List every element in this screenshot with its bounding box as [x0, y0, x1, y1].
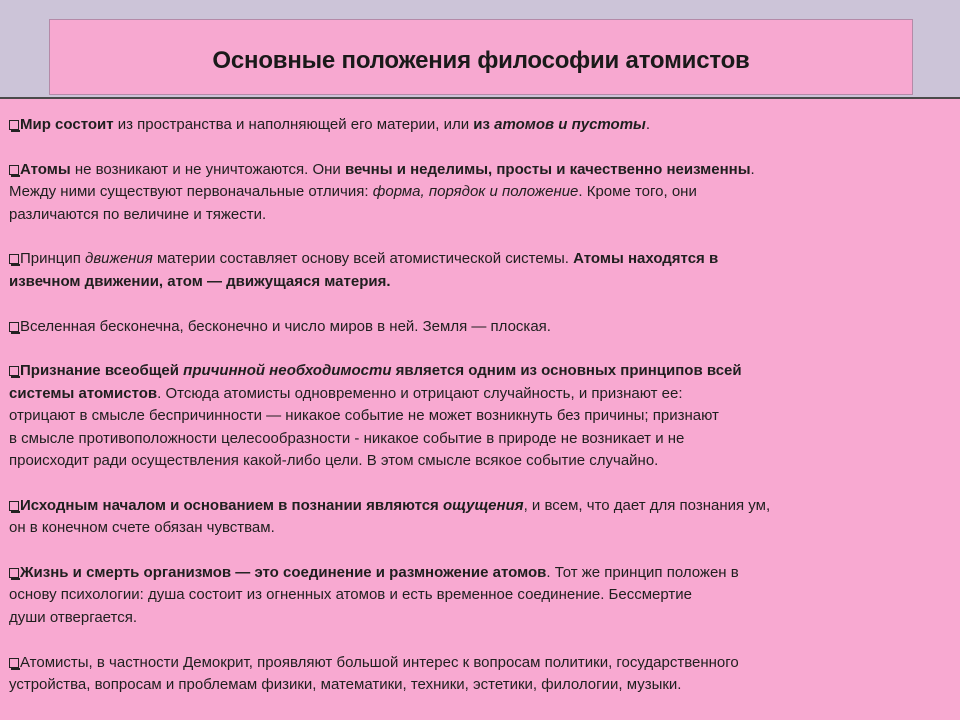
text-segment: из	[473, 116, 495, 133]
text-segment: отрицают в смысле беспричинности — никакое событие не может возникнуть без причины; признают	[9, 407, 719, 425]
text-segment: из пространства и наполняющей его материи, или	[113, 116, 474, 133]
text-segment	[494, 116, 646, 133]
text-line	[9, 316, 960, 338]
checkbox-bullet-icon	[9, 366, 19, 376]
text-segment: Вселенная бесконечна, бесконечно и число миров в ней. Земля — плоская.	[20, 317, 551, 335]
text-segment: не возникают и не уничтожаются. Они	[70, 160, 345, 178]
bullet-paragraph	[9, 114, 960, 136]
text-line	[9, 271, 960, 293]
text-line	[9, 584, 960, 606]
checkbox-bullet-icon	[9, 501, 19, 511]
text-line	[9, 652, 960, 674]
text-segment	[183, 362, 391, 379]
text-segment: , и всем, что дает для познания ум,	[523, 496, 771, 514]
text-line	[9, 383, 960, 405]
text-segment: форма, порядок и положение	[372, 183, 579, 201]
text-line	[9, 204, 960, 226]
text-line	[9, 248, 960, 270]
text-segment: он в конечном счете обязан чувствам.	[9, 519, 275, 537]
emphasis-text: атомов и пустоты	[494, 116, 646, 133]
text-segment: движения	[85, 250, 153, 268]
text-line	[9, 674, 960, 696]
text-segment: системы атомистов	[9, 384, 158, 402]
bullet-paragraph	[9, 652, 960, 697]
text-segment: основу психологии: душа состоит из огненных атомов и есть временное соединение. Бессмертие	[9, 586, 692, 604]
text-line	[9, 159, 960, 181]
text-line	[9, 495, 960, 517]
text-segment: Атомы	[20, 160, 71, 178]
emphasis-text: ощущения	[442, 496, 524, 514]
bullet-paragraph	[9, 248, 960, 293]
text-segment: Исходным началом и основанием в познании являются	[20, 496, 443, 514]
text-segment: Жизнь и смерть организмов — это соединение и размножение атомов	[20, 564, 547, 582]
checkbox-bullet-icon	[9, 322, 19, 332]
text-segment	[443, 497, 524, 514]
text-segment: в смысле противоположности целесообразности - никакое событие в природе не возникает и не	[9, 429, 685, 447]
checkbox-bullet-icon	[9, 165, 19, 175]
text-segment: .	[750, 160, 755, 178]
bullet-paragraph	[9, 316, 960, 338]
text-segment: Между ними существуют первоначальные отличия:	[9, 183, 373, 201]
checkbox-bullet-icon	[9, 120, 19, 130]
text-line	[9, 428, 960, 450]
text-line	[9, 405, 960, 427]
text-segment: . Тот же принцип положен в	[546, 564, 739, 582]
text-line	[9, 517, 960, 539]
text-segment: Мир состоит	[20, 116, 114, 133]
bullet-paragraph	[9, 360, 960, 472]
checkbox-bullet-icon	[9, 254, 19, 264]
text-segment: Принцип	[20, 250, 86, 268]
text-segment: устройства, вопросам и проблемам физики, математики, техники, эстетики, филологии, музыки.	[9, 676, 682, 694]
text-line	[9, 607, 960, 629]
text-segment: различаются по величине и тяжести.	[9, 205, 267, 223]
text-line	[9, 181, 960, 203]
bullet-paragraph	[9, 159, 960, 226]
title-box	[49, 19, 913, 95]
bullet-paragraph	[9, 495, 960, 540]
text-line	[9, 562, 960, 584]
text-segment: вечны и неделимы, просты и качественно неизменны	[344, 160, 751, 178]
slide-title: Основные положения философии атомистов	[212, 47, 750, 74]
text-segment: извечном движении, атом — движущаяся материя.	[9, 272, 391, 290]
emphasis-text: причинной необходимости	[183, 362, 392, 380]
text-segment: . Кроме того, они	[578, 183, 697, 201]
text-segment: . Отсюда атомисты одновременно и отрицают случайность, и признают ее:	[157, 384, 683, 402]
checkbox-bullet-icon	[9, 658, 19, 668]
text-segment: Атомисты, в частности Демокрит, проявляют большой интерес к вопросам политики, государственного	[20, 653, 739, 671]
checkbox-bullet-icon	[9, 568, 19, 578]
content-box	[0, 97, 960, 720]
text-segment: .	[645, 116, 651, 133]
text-line	[9, 360, 960, 382]
text-segment: Атомы находятся в	[573, 250, 719, 268]
text-segment: души отвергается.	[9, 608, 138, 626]
text-line	[9, 450, 960, 472]
bullet-paragraph	[9, 562, 960, 629]
text-segment: происходит ради осуществления какой-либо цели. В этом смысле всякое событие случайно.	[9, 452, 659, 470]
text-line	[9, 114, 960, 136]
text-segment: Признание всеобщей	[20, 362, 184, 380]
text-segment: материи составляет основу всей атомистической системы.	[152, 250, 574, 268]
text-segment: является одним из основных принципов всей	[391, 362, 742, 380]
